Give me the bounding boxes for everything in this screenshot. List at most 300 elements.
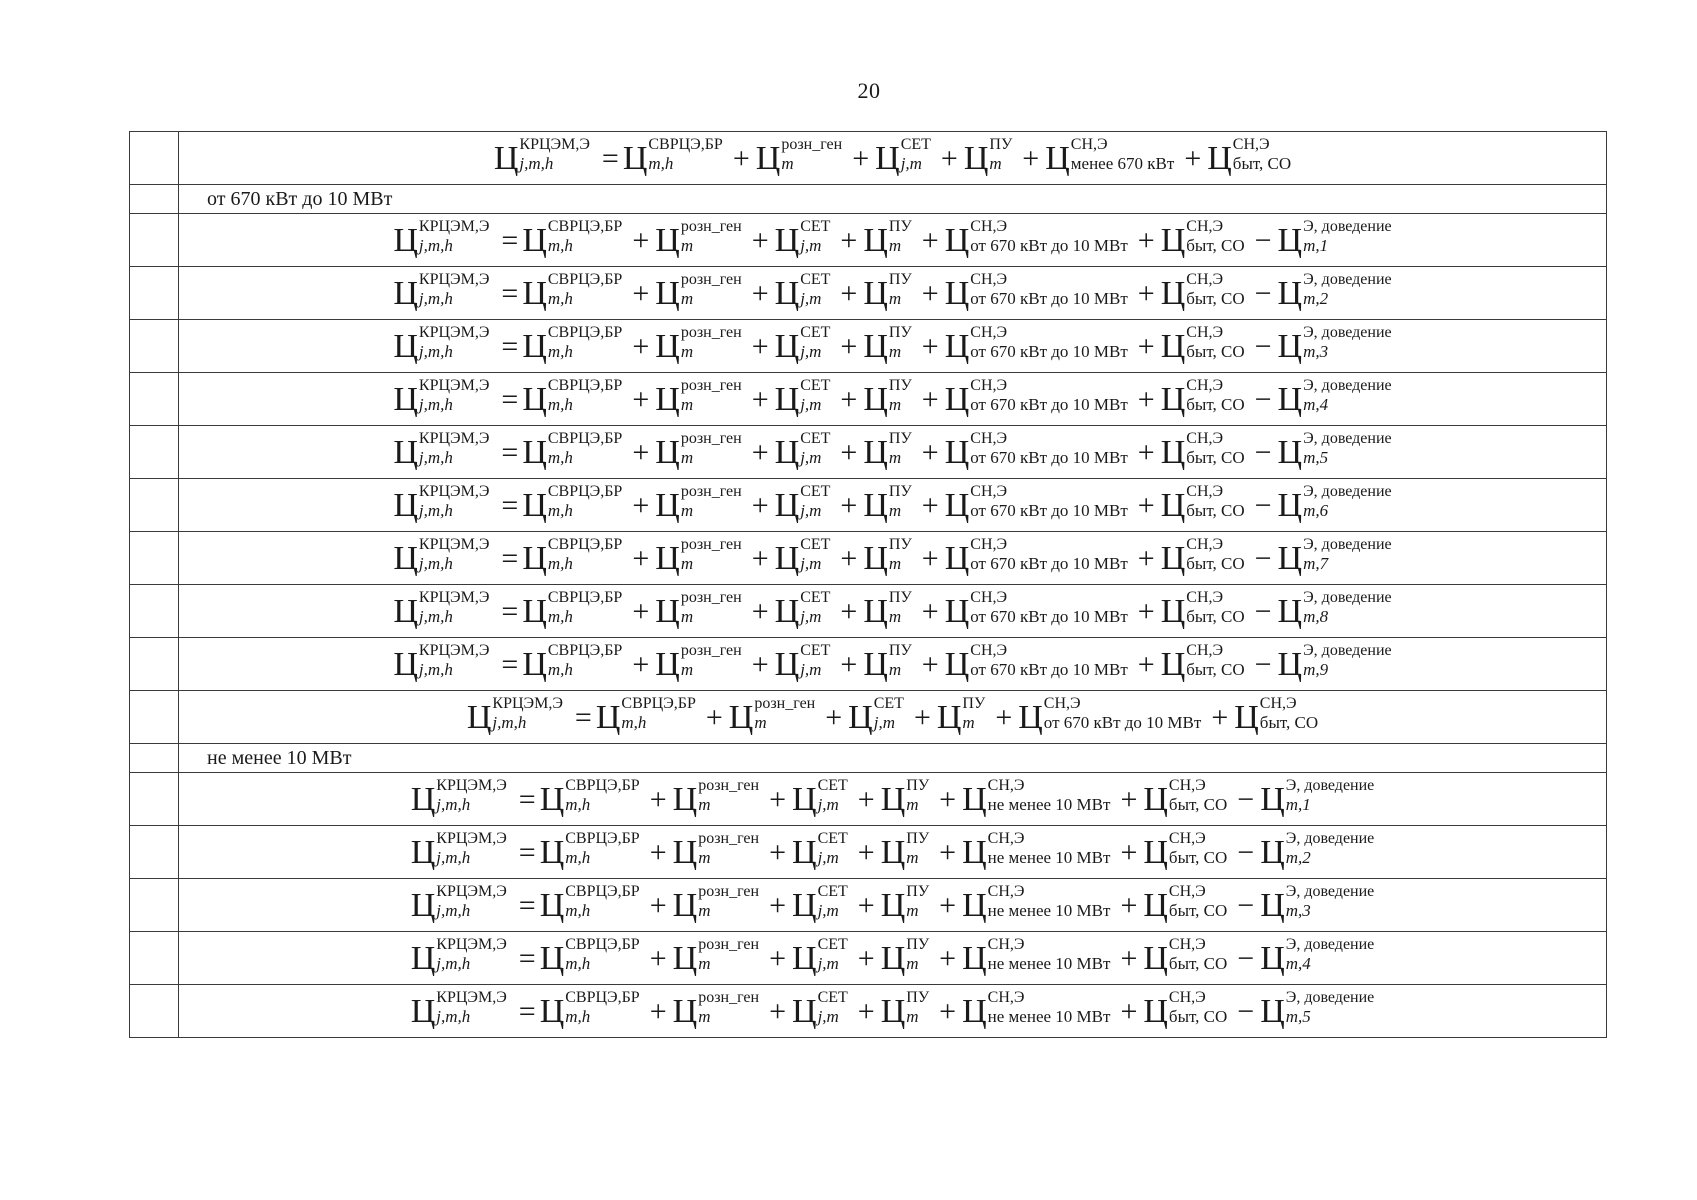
- term-indices: [1168, 777, 1228, 815]
- term-indices: [492, 695, 563, 733]
- term-superscript: СН,Э: [970, 430, 1008, 448]
- formula-operator: −: [1237, 836, 1255, 870]
- term-subscript: от 670 кВт до 10 МВт: [970, 289, 1128, 309]
- term-subscript: m: [680, 236, 694, 256]
- formula-operator: +: [649, 889, 667, 923]
- term-superscript: КРЦЭМ,Э: [418, 483, 490, 501]
- formula-term: [1277, 536, 1392, 578]
- formula-lhs: [393, 377, 490, 419]
- term-indices: [817, 989, 848, 1027]
- term-subscript: j,m: [800, 236, 822, 256]
- term-indices: [970, 589, 1128, 627]
- term-indices: [418, 377, 490, 415]
- term-superscript: СН,Э: [987, 989, 1025, 1007]
- term-indices: [1303, 377, 1392, 415]
- term-indices: [565, 989, 640, 1027]
- term-superscript: СЕТ: [817, 936, 848, 954]
- term-indices: [648, 136, 723, 174]
- price-symbol: Ц: [962, 993, 987, 1031]
- formula-operator: +: [939, 836, 957, 870]
- term-superscript: ПУ: [888, 642, 912, 660]
- term-superscript: СН,Э: [970, 377, 1008, 395]
- term-subscript: быт, СО: [1186, 448, 1245, 468]
- formula-term: [774, 377, 831, 419]
- term-superscript: СВРЦЭ,БР: [565, 936, 640, 954]
- price-symbol: Ц: [792, 993, 817, 1031]
- formula-term: [655, 430, 742, 472]
- formula-term: [522, 642, 623, 684]
- term-subscript: j,m: [800, 607, 822, 627]
- term-superscript: СН,Э: [1186, 377, 1224, 395]
- term-subscript: m,h: [565, 901, 591, 921]
- formula-operator: −: [1237, 995, 1255, 1029]
- formula-term: [1260, 883, 1375, 925]
- term-subscript: m: [888, 448, 902, 468]
- formula-operator: +: [632, 489, 650, 523]
- formula-term: [1277, 377, 1392, 419]
- formula-term: [522, 430, 623, 472]
- term-subscript: m,h: [565, 1007, 591, 1027]
- term-indices: [906, 830, 930, 868]
- formula-row: [130, 691, 1607, 744]
- formula-operator: −: [1254, 277, 1272, 311]
- price-symbol: Ц: [1260, 834, 1285, 872]
- group-header-row: [130, 744, 1607, 773]
- price-symbol: Ц: [1277, 328, 1303, 366]
- price-symbol: Ц: [792, 940, 817, 978]
- formula-operator: +: [939, 942, 957, 976]
- term-superscript: СВРЦЭ,БР: [565, 989, 640, 1007]
- term-indices: [1285, 830, 1375, 868]
- term-indices: [1186, 589, 1245, 627]
- term-indices: [1168, 989, 1228, 1027]
- formula-operator: +: [632, 383, 650, 417]
- term-indices: [987, 830, 1111, 868]
- price-symbol: Ц: [393, 275, 418, 313]
- formula-operator: +: [751, 595, 769, 629]
- price-symbol: Ц: [1160, 593, 1186, 631]
- term-superscript: СН,Э: [1070, 136, 1108, 154]
- formula-operator: −: [1254, 383, 1272, 417]
- term-subscript: m: [906, 848, 919, 868]
- price-symbol: Ц: [655, 487, 680, 525]
- term-superscript: СН,Э: [1168, 989, 1206, 1007]
- price-symbol: Ц: [1143, 781, 1168, 819]
- formula-operator: =: [574, 701, 592, 735]
- formula-lhs: [393, 589, 490, 631]
- term-subscript: от 670 кВт до 10 МВт: [970, 607, 1128, 627]
- side-cell: [130, 879, 179, 932]
- term-subscript: j,m: [817, 901, 839, 921]
- term-indices: [987, 936, 1111, 974]
- term-indices: [680, 271, 742, 309]
- term-indices: [888, 324, 912, 362]
- formula-term: [672, 883, 760, 925]
- formula-operator: +: [632, 224, 650, 258]
- term-subscript: j,m: [800, 660, 822, 680]
- formula-term: [848, 695, 904, 737]
- side-cell: [130, 132, 179, 185]
- term-superscript: КРЦЭМ,Э: [492, 695, 563, 713]
- formula-cell: [179, 214, 1607, 267]
- formula-lhs: [410, 883, 507, 925]
- price-symbol: Ц: [774, 487, 800, 525]
- term-subscript: j,m,h: [436, 1007, 471, 1027]
- price-symbol: Ц: [539, 993, 565, 1031]
- term-subscript: m,5: [1285, 1007, 1311, 1027]
- formula-operator: =: [518, 783, 536, 817]
- term-indices: [436, 830, 507, 868]
- formula-operator: +: [1211, 701, 1229, 735]
- formula-term: [944, 536, 1128, 578]
- group-label: от 670 кВт до 10 МВт: [179, 185, 1607, 214]
- term-subscript: быт, СО: [1168, 954, 1228, 974]
- formula-term: [863, 218, 912, 260]
- formula-operator: +: [840, 224, 858, 258]
- term-subscript: m: [698, 1007, 711, 1027]
- formula-operator: =: [501, 542, 519, 576]
- price-symbol: Ц: [672, 993, 698, 1031]
- term-superscript: СН,Э: [1168, 830, 1206, 848]
- term-indices: [1285, 777, 1375, 815]
- term-superscript: Э, доведение: [1303, 430, 1392, 448]
- term-indices: [962, 695, 986, 733]
- formula-operator: +: [913, 701, 931, 735]
- price-symbol: Ц: [595, 699, 621, 737]
- formula-operator: +: [852, 142, 870, 176]
- formula-operator: +: [857, 995, 875, 1029]
- price-symbol: Ц: [522, 646, 547, 684]
- price-symbol: Ц: [522, 434, 547, 472]
- page-number: 20: [857, 78, 881, 103]
- price-symbol: Ц: [1143, 940, 1168, 978]
- price-symbol: Ц: [774, 381, 800, 419]
- term-indices: [1303, 271, 1392, 309]
- term-indices: [418, 324, 490, 362]
- term-subscript: m: [962, 713, 975, 733]
- term-subscript: m: [698, 848, 711, 868]
- formula-operator: =: [501, 648, 519, 682]
- term-subscript: j,m,h: [519, 154, 554, 174]
- formula-term: [880, 777, 930, 819]
- formula-term: [774, 218, 831, 260]
- term-subscript: не менее 10 МВт: [987, 954, 1111, 974]
- formula-operator: =: [501, 330, 519, 364]
- price-symbol: Ц: [522, 381, 547, 419]
- term-subscript: m: [888, 395, 902, 415]
- formula-cell: [179, 638, 1607, 691]
- price-symbol: Ц: [848, 699, 873, 737]
- formula-operator: +: [1137, 542, 1155, 576]
- term-indices: [906, 777, 930, 815]
- formula-cell: [179, 426, 1607, 479]
- formula-cell: [179, 132, 1607, 185]
- term-subscript: m,1: [1285, 795, 1311, 815]
- price-symbol: Ц: [880, 781, 906, 819]
- formula-term: [1143, 989, 1228, 1031]
- term-superscript: ПУ: [888, 589, 912, 607]
- formula-term: [863, 536, 912, 578]
- term-superscript: ПУ: [962, 695, 986, 713]
- formula-operator: +: [649, 836, 667, 870]
- term-subscript: m: [888, 554, 902, 574]
- formula-term: [539, 936, 640, 978]
- formula-operator: −: [1254, 330, 1272, 364]
- price-symbol: Ц: [1277, 487, 1303, 525]
- formula-term: [863, 324, 912, 366]
- formula-term: [944, 642, 1128, 684]
- term-indices: [900, 136, 931, 174]
- term-subscript: m: [906, 901, 919, 921]
- price-symbol: Ц: [1277, 275, 1303, 313]
- formula-operator: +: [1137, 277, 1155, 311]
- formula-term: [944, 324, 1128, 366]
- price-symbol: Ц: [410, 993, 436, 1031]
- formula-operator: +: [921, 489, 939, 523]
- term-subscript: j,m,h: [436, 954, 471, 974]
- formula-cell: [179, 479, 1607, 532]
- term-subscript: m: [888, 660, 902, 680]
- formula-operator: =: [501, 595, 519, 629]
- term-subscript: m,7: [1303, 554, 1329, 574]
- formula-row: [130, 932, 1607, 985]
- term-superscript: ПУ: [888, 218, 912, 236]
- term-subscript: m: [680, 554, 694, 574]
- term-superscript: СН,Э: [1168, 883, 1206, 901]
- formula-operator: +: [751, 277, 769, 311]
- formula-lhs: [410, 777, 507, 819]
- term-indices: [547, 218, 623, 256]
- term-indices: [1186, 483, 1245, 521]
- term-indices: [800, 271, 831, 309]
- formula-term: [672, 936, 760, 978]
- formula-term: [774, 536, 831, 578]
- price-symbol: Ц: [493, 140, 519, 178]
- term-indices: [698, 830, 760, 868]
- term-superscript: ПУ: [888, 324, 912, 342]
- formula-operator: +: [939, 995, 957, 1029]
- term-indices: [989, 136, 1013, 174]
- formula-cell: [179, 320, 1607, 373]
- term-indices: [1285, 883, 1375, 921]
- price-symbol: Ц: [393, 593, 418, 631]
- term-superscript: розн_ген: [680, 642, 742, 660]
- term-superscript: КРЦЭМ,Э: [436, 936, 507, 954]
- price-symbol: Ц: [1277, 222, 1303, 260]
- formula-term: [962, 830, 1111, 872]
- price-symbol: Ц: [962, 781, 987, 819]
- term-indices: [888, 430, 912, 468]
- term-superscript: Э, доведение: [1303, 377, 1392, 395]
- price-symbol: Ц: [1045, 140, 1070, 178]
- side-cell: [130, 320, 179, 373]
- price-symbol: Ц: [672, 834, 698, 872]
- term-superscript: СН,Э: [1186, 430, 1224, 448]
- term-indices: [436, 989, 507, 1027]
- formula-table-body: [130, 132, 1607, 1038]
- price-symbol: Ц: [863, 646, 888, 684]
- formula-term: [1277, 430, 1392, 472]
- term-indices: [547, 271, 623, 309]
- formula-operator: +: [995, 701, 1013, 735]
- term-superscript: СН,Э: [1186, 271, 1224, 289]
- term-indices: [987, 777, 1111, 815]
- price-symbol: Ц: [936, 699, 962, 737]
- formula-operator: +: [825, 701, 843, 735]
- formula-operator: +: [632, 542, 650, 576]
- formula-term: [522, 271, 623, 313]
- term-superscript: розн_ген: [680, 483, 742, 501]
- term-superscript: розн_ген: [680, 218, 742, 236]
- term-indices: [888, 377, 912, 415]
- term-superscript: ПУ: [906, 883, 930, 901]
- term-superscript: розн_ген: [698, 830, 760, 848]
- formula-term: [1277, 271, 1392, 313]
- price-symbol: Ц: [792, 781, 817, 819]
- term-indices: [817, 777, 848, 815]
- side-cell: [130, 185, 179, 214]
- term-subscript: не менее 10 МВт: [987, 795, 1111, 815]
- term-subscript: m,1: [1303, 236, 1329, 256]
- term-subscript: m,8: [1303, 607, 1329, 627]
- term-indices: [565, 830, 640, 868]
- formula-term: [936, 695, 986, 737]
- formula-operator: +: [840, 330, 858, 364]
- term-indices: [418, 271, 490, 309]
- formula-row: [130, 638, 1607, 691]
- term-superscript: Э, доведение: [1303, 483, 1392, 501]
- formula-operator: +: [1120, 836, 1138, 870]
- price-symbol: Ц: [863, 222, 888, 260]
- formula-term: [1160, 483, 1245, 525]
- term-indices: [1259, 695, 1319, 733]
- term-superscript: ПУ: [906, 777, 930, 795]
- formula-term: [1160, 642, 1245, 684]
- formula-term: [1277, 642, 1392, 684]
- term-superscript: КРЦЭМ,Э: [436, 989, 507, 1007]
- term-superscript: розн_ген: [680, 271, 742, 289]
- formula-row: [130, 585, 1607, 638]
- price-symbol: Ц: [1160, 487, 1186, 525]
- term-indices: [418, 218, 490, 256]
- term-superscript: розн_ген: [680, 589, 742, 607]
- price-symbol: Ц: [655, 275, 680, 313]
- price-symbol: Ц: [962, 940, 987, 978]
- formula-term: [522, 589, 623, 631]
- term-superscript: СВРЦЭ,БР: [547, 430, 623, 448]
- formula-operator: =: [518, 942, 536, 976]
- term-superscript: СВРЦЭ,БР: [547, 483, 623, 501]
- term-subscript: быт, СО: [1259, 713, 1319, 733]
- formula-operator: +: [705, 701, 723, 735]
- price-symbol: Ц: [393, 222, 418, 260]
- term-superscript: розн_ген: [754, 695, 816, 713]
- term-superscript: СВРЦЭ,БР: [547, 589, 623, 607]
- term-indices: [1043, 695, 1202, 733]
- term-subscript: m,6: [1303, 501, 1329, 521]
- term-indices: [1303, 430, 1392, 468]
- formula-term: [863, 271, 912, 313]
- term-superscript: СЕТ: [817, 883, 848, 901]
- formula-term: [1160, 324, 1245, 366]
- term-subscript: быт, СО: [1186, 289, 1245, 309]
- price-symbol: Ц: [522, 222, 547, 260]
- term-superscript: СВРЦЭ,БР: [621, 695, 696, 713]
- group-label: не менее 10 МВт: [179, 744, 1607, 773]
- term-superscript: Э, доведение: [1303, 589, 1392, 607]
- formula-term: [655, 324, 742, 366]
- term-superscript: СВРЦЭ,БР: [547, 536, 623, 554]
- term-indices: [1186, 218, 1245, 256]
- formula-lhs: [393, 483, 490, 525]
- term-indices: [888, 218, 912, 256]
- term-subscript: j,m,h: [418, 554, 453, 574]
- formula-term: [1143, 777, 1228, 819]
- formula-operator: =: [501, 436, 519, 470]
- price-symbol: Ц: [774, 434, 800, 472]
- term-indices: [1232, 136, 1292, 174]
- term-superscript: СН,Э: [987, 936, 1025, 954]
- term-superscript: розн_ген: [698, 777, 760, 795]
- formula-term: [1160, 430, 1245, 472]
- term-superscript: розн_ген: [698, 989, 760, 1007]
- formula-cell: [179, 932, 1607, 985]
- formula-operator: +: [921, 595, 939, 629]
- term-indices: [970, 218, 1128, 256]
- formula-term: [539, 883, 640, 925]
- formula-term: [622, 136, 723, 178]
- formula-operator: +: [921, 648, 939, 682]
- formula-term: [1160, 536, 1245, 578]
- term-subscript: от 670 кВт до 10 МВт: [970, 342, 1128, 362]
- term-subscript: m: [680, 342, 694, 362]
- term-subscript: быт, СО: [1186, 501, 1245, 521]
- formula-operator: +: [1184, 142, 1202, 176]
- price-symbol: Ц: [522, 275, 547, 313]
- formula-operator: +: [632, 330, 650, 364]
- term-indices: [418, 483, 490, 521]
- term-subscript: j,m,h: [436, 901, 471, 921]
- formula-term: [962, 936, 1111, 978]
- term-superscript: СЕТ: [800, 324, 831, 342]
- term-superscript: СВРЦЭ,БР: [565, 777, 640, 795]
- formula-term: [774, 483, 831, 525]
- formula-operator: +: [840, 383, 858, 417]
- formula-operator: +: [857, 889, 875, 923]
- side-cell: [130, 532, 179, 585]
- formula-operator: =: [518, 995, 536, 1029]
- formula-term: [774, 642, 831, 684]
- term-superscript: ПУ: [906, 989, 930, 1007]
- formula-term: [539, 989, 640, 1031]
- formula-term: [944, 271, 1128, 313]
- term-subscript: j,m,h: [418, 342, 453, 362]
- term-subscript: j,m: [900, 154, 922, 174]
- term-indices: [781, 136, 843, 174]
- formula-term: [728, 695, 816, 737]
- term-indices: [1285, 989, 1375, 1027]
- price-symbol: Ц: [944, 487, 970, 525]
- formula-term: [1234, 695, 1319, 737]
- term-superscript: СН,Э: [1259, 695, 1297, 713]
- formula-operator: =: [601, 142, 619, 176]
- price-symbol: Ц: [944, 434, 970, 472]
- term-superscript: Э, доведение: [1285, 830, 1375, 848]
- term-subscript: j,m,h: [436, 795, 471, 815]
- price-symbol: Ц: [672, 940, 698, 978]
- formula-term: [522, 324, 623, 366]
- term-indices: [1070, 136, 1175, 174]
